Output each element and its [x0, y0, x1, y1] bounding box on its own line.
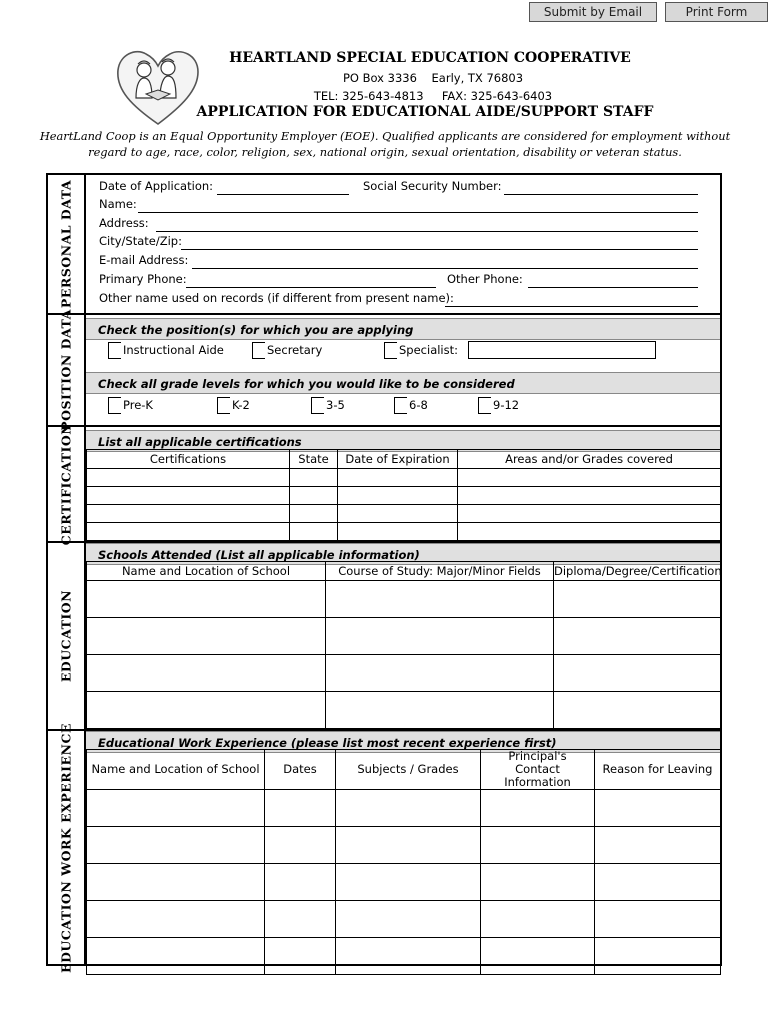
education-table — [86, 561, 721, 729]
education-heading-band: Schools Attended (List all applicable information) — [86, 543, 720, 565]
section-label-experience: EDUCATION WORK EXPERIENCE — [48, 731, 86, 964]
position-heading-band: Check the position(s) for which you are applying — [86, 318, 720, 340]
other-name-label: Other name used on records (if different from present name): — [99, 291, 454, 305]
experience-table — [86, 749, 721, 975]
secretary-checkbox[interactable] — [252, 342, 265, 359]
section-label-education: EDUCATION — [48, 543, 86, 731]
primary-phone-field[interactable] — [186, 287, 436, 288]
specialist-checkbox[interactable] — [384, 342, 397, 359]
column-header: Principal's Contact Information — [481, 750, 595, 790]
section-label-certification: CERTIFICATION — [48, 427, 86, 543]
grade-9-12-label: 9-12 — [493, 398, 520, 412]
table-row — [87, 487, 721, 505]
date-label: Date of Application: — [99, 179, 214, 193]
column-header: Reason for Leaving — [595, 750, 721, 790]
primary-phone-label: Primary Phone: — [99, 272, 187, 286]
application-form — [46, 173, 722, 973]
other-phone-label: Other Phone: — [447, 272, 523, 286]
column-header: Name and Location of School — [87, 750, 265, 790]
table-row — [87, 901, 721, 938]
table-row — [87, 790, 721, 827]
experience-heading-band: Educational Work Experience (please list most recent experience first) — [86, 731, 720, 753]
grade-6-8-label: 6-8 — [409, 398, 428, 412]
table-row — [87, 469, 721, 487]
table-header-row — [87, 562, 721, 581]
grade-k2-label: K-2 — [232, 398, 250, 412]
column-header: State — [290, 450, 338, 469]
table-row — [87, 505, 721, 523]
organization-name: HEARTLAND SPECIAL EDUCATION COOPERATIVE — [229, 50, 631, 66]
table-row — [87, 581, 721, 618]
column-header: Dates — [265, 750, 336, 790]
application-title: APPLICATION FOR EDUCATIONAL AIDE/SUPPORT STAFF — [196, 104, 654, 120]
grade-6-8-checkbox[interactable] — [394, 397, 407, 414]
section-label-personal: PERSONAL DATA — [48, 175, 86, 315]
table-row — [87, 618, 721, 655]
contact-line: TEL: 325-643-4813 FAX: 325-643-6403 — [313, 89, 553, 103]
column-header: Certifications — [87, 450, 290, 469]
table-row — [87, 864, 721, 901]
print-form-button[interactable]: Print Form — [665, 2, 768, 22]
table-row — [87, 655, 721, 692]
email-label: E-mail Address: — [99, 253, 189, 267]
certification-heading-band: List all applicable certifications — [86, 430, 720, 452]
certification-table — [86, 449, 721, 541]
column-header: Areas and/or Grades covered — [458, 450, 721, 469]
address-label: Address: — [99, 216, 149, 230]
grade-k2-checkbox[interactable] — [217, 397, 230, 414]
experience-section — [86, 731, 720, 964]
grade-prek-checkbox[interactable] — [108, 397, 121, 414]
table-row — [87, 692, 721, 729]
email-field[interactable] — [192, 268, 698, 269]
ssn-field[interactable] — [504, 194, 698, 195]
table-row — [87, 827, 721, 864]
date-field[interactable] — [217, 194, 349, 195]
table-header-row — [87, 450, 721, 469]
city-label: City/State/Zip: — [99, 234, 182, 248]
position-data-section — [86, 315, 720, 427]
instructional-aide-checkbox[interactable] — [108, 342, 121, 359]
grade-prek-label: Pre-K — [123, 398, 153, 412]
education-section — [86, 543, 720, 731]
grade-3-5-label: 3-5 — [326, 398, 345, 412]
column-header: Diploma/Degree/Certification — [554, 562, 721, 581]
specialist-field[interactable] — [468, 341, 656, 359]
address-field[interactable] — [156, 231, 698, 232]
ssn-label: Social Security Number: — [363, 179, 502, 193]
column-header: Course of Study: Major/Minor Fields — [326, 562, 554, 581]
eoe-statement: HeartLand Coop is an Equal Opportunity Employer (EOE). Qualified applicants are considered for employment without regard to age, race, color, religion, sex, national origin, sexual orientation, disability or veteran status. — [39, 129, 731, 159]
personal-data-section — [86, 175, 720, 315]
name-field[interactable] — [138, 212, 698, 213]
grades-heading-band: Check all grade levels for which you would like to be considered — [86, 372, 720, 394]
city-field[interactable] — [181, 249, 698, 250]
submit-by-email-button[interactable]: Submit by Email — [529, 2, 657, 22]
other-name-field[interactable] — [445, 306, 698, 307]
other-phone-field[interactable] — [528, 287, 698, 288]
section-label-position: POSITION DATA — [48, 315, 86, 427]
specialist-label: Specialist: — [399, 343, 459, 357]
column-header: Subjects / Grades — [336, 750, 481, 790]
grade-9-12-checkbox[interactable] — [478, 397, 491, 414]
table-row — [87, 523, 721, 541]
name-label: Name: — [99, 197, 137, 211]
table-row — [87, 938, 721, 975]
instructional-aide-label: Instructional Aide — [123, 343, 224, 357]
certification-section — [86, 427, 720, 543]
column-header: Date of Expiration — [338, 450, 458, 469]
grade-3-5-checkbox[interactable] — [311, 397, 324, 414]
column-header: Name and Location of School — [87, 562, 326, 581]
address-line: PO Box 3336 Early, TX 76803 — [342, 71, 524, 85]
table-header-row — [87, 750, 721, 790]
secretary-label: Secretary — [267, 343, 323, 357]
